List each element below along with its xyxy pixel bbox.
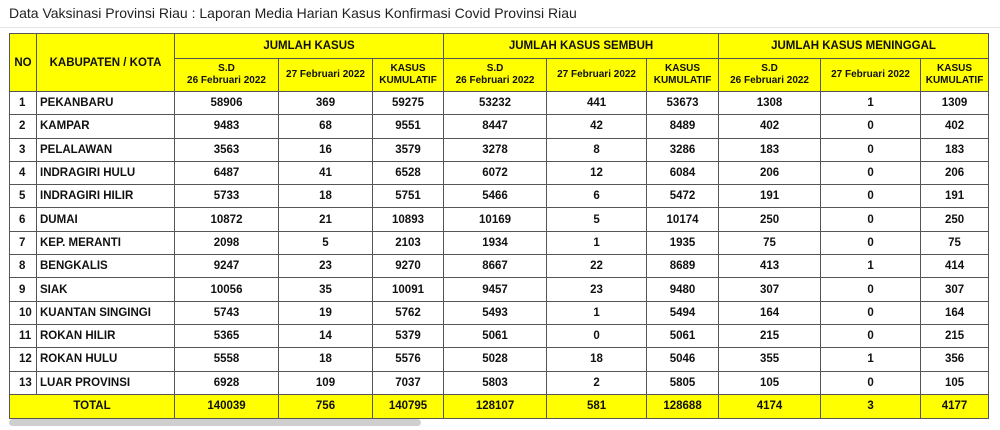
subheader-kumulatif: KASUS KUMULATIF [647, 59, 719, 92]
row-name: PEKANBARU [37, 92, 175, 115]
row-value: 8 [547, 138, 647, 161]
row-value: 183 [921, 138, 989, 161]
row-no: 10 [10, 301, 37, 324]
row-value: 9551 [373, 115, 444, 138]
total-value: 128688 [647, 394, 719, 418]
row-value: 1309 [921, 92, 989, 115]
row-value: 250 [921, 208, 989, 231]
row-value: 5365 [175, 324, 279, 347]
row-value: 53673 [647, 92, 719, 115]
row-value: 5028 [444, 348, 547, 371]
row-value: 0 [821, 208, 921, 231]
row-value: 2103 [373, 231, 444, 254]
row-value: 0 [821, 138, 921, 161]
row-value: 68 [279, 115, 373, 138]
row-value: 369 [279, 92, 373, 115]
row-value: 5762 [373, 301, 444, 324]
row-no: 12 [10, 348, 37, 371]
row-value: 14 [279, 324, 373, 347]
table-row [10, 301, 989, 324]
row-value: 0 [821, 231, 921, 254]
header-jumlah-kasus: JUMLAH KASUS [175, 34, 444, 59]
row-value: 2 [547, 371, 647, 394]
header-no: NO [10, 34, 37, 92]
row-value: 1 [821, 348, 921, 371]
row-value: 7037 [373, 371, 444, 394]
row-value: 307 [921, 278, 989, 301]
row-no: 1 [10, 92, 37, 115]
row-value: 355 [719, 348, 821, 371]
table-row [10, 255, 989, 278]
row-value: 5743 [175, 301, 279, 324]
row-value: 5576 [373, 348, 444, 371]
row-name: SIAK [37, 278, 175, 301]
row-value: 5466 [444, 185, 547, 208]
total-value: 140795 [373, 394, 444, 418]
row-value: 8689 [647, 255, 719, 278]
row-value: 10174 [647, 208, 719, 231]
subheader-today: 27 Februari 2022 [547, 59, 647, 92]
row-value: 307 [719, 278, 821, 301]
horizontal-scrollbar[interactable] [9, 419, 421, 426]
row-value: 191 [719, 185, 821, 208]
row-name: LUAR PROVINSI [37, 371, 175, 394]
row-value: 23 [547, 278, 647, 301]
row-value: 6072 [444, 161, 547, 184]
row-value: 5805 [647, 371, 719, 394]
subheader-sd: S.D 26 Februari 2022 [175, 59, 279, 92]
row-name: INDRAGIRI HILIR [37, 185, 175, 208]
row-value: 5733 [175, 185, 279, 208]
row-value: 21 [279, 208, 373, 231]
table-row [10, 208, 989, 231]
row-value: 12 [547, 161, 647, 184]
row-value: 0 [821, 324, 921, 347]
row-value: 0 [821, 278, 921, 301]
row-value: 10872 [175, 208, 279, 231]
row-value: 206 [921, 161, 989, 184]
row-value: 5 [279, 231, 373, 254]
covid-report-table [9, 33, 989, 419]
row-value: 0 [821, 161, 921, 184]
row-value: 58906 [175, 92, 279, 115]
row-value: 356 [921, 348, 989, 371]
row-value: 402 [719, 115, 821, 138]
row-value: 1 [821, 92, 921, 115]
row-value: 250 [719, 208, 821, 231]
row-value: 5494 [647, 301, 719, 324]
row-value: 0 [547, 324, 647, 347]
row-name: PELALAWAN [37, 138, 175, 161]
row-value: 402 [921, 115, 989, 138]
row-value: 183 [719, 138, 821, 161]
row-value: 18 [279, 348, 373, 371]
row-name: ROKAN HULU [37, 348, 175, 371]
row-value: 5046 [647, 348, 719, 371]
row-name: BENGKALIS [37, 255, 175, 278]
table-row [10, 115, 989, 138]
caption-divider [0, 27, 1000, 28]
row-value: 414 [921, 255, 989, 278]
row-no: 5 [10, 185, 37, 208]
row-value: 6487 [175, 161, 279, 184]
row-value: 9457 [444, 278, 547, 301]
row-no: 2 [10, 115, 37, 138]
row-no: 8 [10, 255, 37, 278]
row-value: 0 [821, 115, 921, 138]
row-value: 5803 [444, 371, 547, 394]
header-jumlah-kasus-sembuh: JUMLAH KASUS SEMBUH [444, 34, 719, 59]
row-value: 191 [921, 185, 989, 208]
subheader-kumulatif: KASUS KUMULATIF [373, 59, 444, 92]
row-value: 5061 [647, 324, 719, 347]
row-name: DUMAI [37, 208, 175, 231]
table-row [10, 371, 989, 394]
row-value: 164 [921, 301, 989, 324]
row-value: 5558 [175, 348, 279, 371]
row-name: INDRAGIRI HULU [37, 161, 175, 184]
row-value: 10169 [444, 208, 547, 231]
row-value: 0 [821, 371, 921, 394]
row-value: 10893 [373, 208, 444, 231]
row-value: 105 [719, 371, 821, 394]
row-value: 215 [719, 324, 821, 347]
row-value: 1308 [719, 92, 821, 115]
row-value: 0 [821, 185, 921, 208]
row-value: 9483 [175, 115, 279, 138]
row-value: 1934 [444, 231, 547, 254]
row-value: 5751 [373, 185, 444, 208]
table-row [10, 185, 989, 208]
row-value: 23 [279, 255, 373, 278]
page-caption: Data Vaksinasi Provinsi Riau : Laporan Media Harian Kasus Konfirmasi Covid Provinsi Riau [9, 5, 577, 21]
row-value: 164 [719, 301, 821, 324]
row-no: 6 [10, 208, 37, 231]
row-value: 5472 [647, 185, 719, 208]
row-name: ROKAN HILIR [37, 324, 175, 347]
total-value: 3 [821, 394, 921, 418]
row-value: 18 [279, 185, 373, 208]
row-value: 59275 [373, 92, 444, 115]
subheader-today: 27 Februari 2022 [279, 59, 373, 92]
row-value: 2098 [175, 231, 279, 254]
row-value: 6 [547, 185, 647, 208]
row-value: 3563 [175, 138, 279, 161]
subheader-kumulatif: KASUS KUMULATIF [921, 59, 989, 92]
row-value: 1 [547, 231, 647, 254]
row-value: 3579 [373, 138, 444, 161]
row-value: 16 [279, 138, 373, 161]
row-value: 35 [279, 278, 373, 301]
row-value: 8667 [444, 255, 547, 278]
header-jumlah-kasus-meninggal: JUMLAH KASUS MENINGGAL [719, 34, 989, 59]
total-row [10, 394, 989, 418]
row-value: 22 [547, 255, 647, 278]
row-value: 0 [821, 301, 921, 324]
row-value: 9247 [175, 255, 279, 278]
row-value: 6928 [175, 371, 279, 394]
row-value: 53232 [444, 92, 547, 115]
table-row [10, 231, 989, 254]
row-value: 10056 [175, 278, 279, 301]
row-value: 8489 [647, 115, 719, 138]
covid-report-table-container [9, 33, 988, 414]
row-value: 10091 [373, 278, 444, 301]
row-no: 4 [10, 161, 37, 184]
row-value: 75 [921, 231, 989, 254]
table-row [10, 138, 989, 161]
row-name: KUANTAN SINGINGI [37, 301, 175, 324]
total-value: 581 [547, 394, 647, 418]
subheader-sd: S.D 26 Februari 2022 [719, 59, 821, 92]
table-row [10, 278, 989, 301]
row-value: 3278 [444, 138, 547, 161]
row-value: 413 [719, 255, 821, 278]
subheader-sd: S.D 26 Februari 2022 [444, 59, 547, 92]
table-row [10, 324, 989, 347]
row-value: 9480 [647, 278, 719, 301]
row-value: 18 [547, 348, 647, 371]
total-value: 756 [279, 394, 373, 418]
row-value: 105 [921, 371, 989, 394]
total-value: 4174 [719, 394, 821, 418]
row-value: 5379 [373, 324, 444, 347]
row-name: KAMPAR [37, 115, 175, 138]
total-value: 4177 [921, 394, 989, 418]
row-value: 5 [547, 208, 647, 231]
row-no: 7 [10, 231, 37, 254]
row-value: 3286 [647, 138, 719, 161]
row-value: 6528 [373, 161, 444, 184]
row-value: 41 [279, 161, 373, 184]
total-label: TOTAL [10, 394, 175, 418]
row-value: 206 [719, 161, 821, 184]
row-value: 1 [547, 301, 647, 324]
row-no: 13 [10, 371, 37, 394]
row-value: 6084 [647, 161, 719, 184]
row-value: 1935 [647, 231, 719, 254]
row-value: 75 [719, 231, 821, 254]
row-no: 11 [10, 324, 37, 347]
row-value: 109 [279, 371, 373, 394]
row-value: 215 [921, 324, 989, 347]
row-value: 42 [547, 115, 647, 138]
row-value: 5061 [444, 324, 547, 347]
table-row [10, 92, 989, 115]
row-no: 3 [10, 138, 37, 161]
row-value: 19 [279, 301, 373, 324]
table-row [10, 348, 989, 371]
total-value: 128107 [444, 394, 547, 418]
subheader-today: 27 Februari 2022 [821, 59, 921, 92]
row-value: 1 [821, 255, 921, 278]
row-value: 9270 [373, 255, 444, 278]
total-value: 140039 [175, 394, 279, 418]
row-name: KEP. MERANTI [37, 231, 175, 254]
row-value: 8447 [444, 115, 547, 138]
row-value: 5493 [444, 301, 547, 324]
header-kabupaten: KABUPATEN / KOTA [37, 34, 175, 92]
row-value: 441 [547, 92, 647, 115]
table-row [10, 161, 989, 184]
row-no: 9 [10, 278, 37, 301]
